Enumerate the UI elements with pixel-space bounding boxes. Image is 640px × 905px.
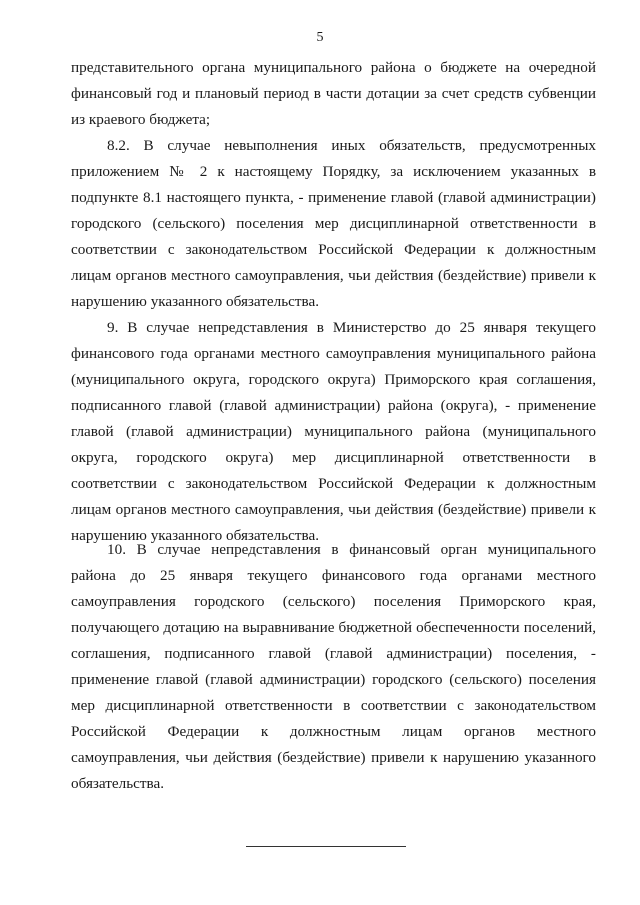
page-number: 5 <box>316 30 324 45</box>
paragraph-continuation: представительного органа муниципального района о бюджете на очередной финансовый год и плановый период в части дотации за счет средств субвенции из краевого бюджета; <box>71 59 596 128</box>
end-separator-line <box>246 846 406 847</box>
paragraph-10: 10. В случае непредставления в финансовый орган муниципального района до 25 января текущего финансового года органами местного самоуправления городского (сельского) поселения Приморского края, получающего дотацию на выравнивание бюджетной обеспеченности поселений, соглашения, подписанного главой (главой администрации) поселения, - применение главой (главой администрации) городского (сельского) поселения мер дисциплинарной ответственности в соответствии с законодательством Российской Федерации к должностным лицам органов местного самоуправления, чьи действия (бездействие) привели к нарушению указанного обязательства. <box>71 541 596 792</box>
paragraph-8-2: 8.2. В случае невыполнения иных обязательств, предусмотренных приложением № 2 к настоящему Порядку, за исключением указанных в подпункте 8.1 настоящего пункта, - применение главой (главой администрации) городского (сельского) поселения мер дисциплинарной ответственности в соответствии с законодательством Российской Федерации к должностным лицам органов местного самоуправления, чьи действия (бездействие) привели к нарушению указанного обязательства. <box>71 137 596 310</box>
paragraph-9: 9. В случае непредставления в Министерство до 25 января текущего финансового года органами местного самоуправления муниципального района (муниципального округа, городского округа) Приморского края соглашения, подписанного главой (главой администрации) района (округа), - применение главой (главой администрации) муниципального района (муниципального округа, городского округа) мер дисциплинарной ответственности в соответствии с законодательством Российской Федерации к должностным лицам органов местного самоуправления, чьи действия (бездействие) привели к нарушению указанного обязательства. <box>71 319 596 544</box>
